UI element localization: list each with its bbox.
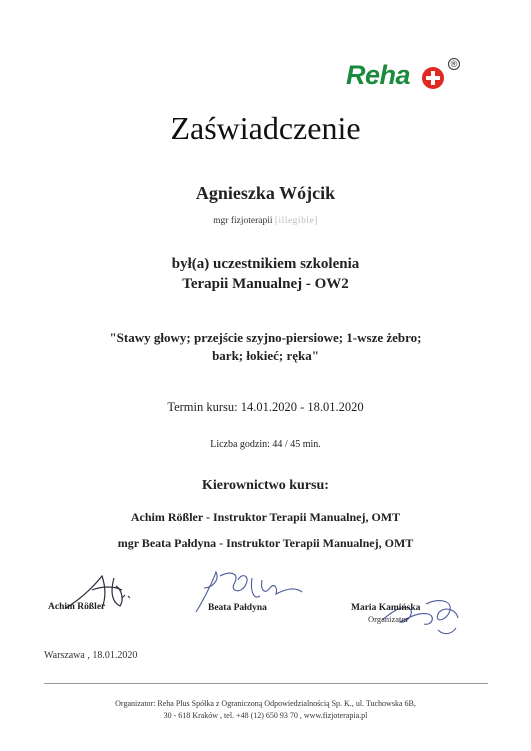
participation-line-2: Terapii Manualnej - OW2 — [182, 276, 349, 292]
degree-text: mgr fizjoterapii — [213, 216, 273, 226]
course-topic-line-1: "Stawy głowy; przejście szyjno-piersiowe; 1-wsze żebro; — [109, 330, 422, 345]
registered-mark: ® — [448, 58, 460, 70]
leadership-heading: Kierownictwo kursu: — [202, 478, 329, 493]
leader-2: mgr Beata Pałdyna - Instruktor Terapii Manualnej, OMT — [117, 536, 414, 550]
leader-1: Achim Rößler - Instruktor Terapii Manualnej, OMT — [130, 510, 401, 524]
participation-line-1: był(a) uczestnikiem szkolenia — [171, 256, 360, 272]
plus-cross-icon — [422, 67, 444, 89]
place-and-date: Warszawa , 18.01.2020 — [44, 650, 138, 661]
signature-2-name: Beata Pałdyna — [208, 603, 267, 613]
degree-blurred-text: [illegible] — [274, 216, 318, 226]
footer-line-1: Organizator: Reha Plus Spółka z Ograniczoną Odpowiedzialnością Sp. K., ul. Tuchowska 6B, — [115, 699, 416, 708]
signature-3-role: Organizator — [368, 614, 409, 624]
signature-3-name: Maria Kamińska — [351, 603, 421, 613]
logo-brand-text: Reha — [346, 60, 411, 90]
recipient-degree — [0, 216, 531, 226]
footer-line-2: 30 - 618 Kraków , tel. +48 (12) 650 93 70 , www.fizjoterapia.pl — [163, 711, 368, 720]
signature-1-name: Achim Rößler — [48, 602, 106, 612]
footer-divider — [44, 683, 488, 684]
certificate-title: Zaświadczenie — [170, 110, 361, 146]
course-term: Termin kursu: 14.01.2020 - 18.01.2020 — [167, 400, 364, 414]
course-hours: Liczba godzin: 44 / 45 min. — [210, 439, 321, 450]
course-topic-line-2: bark; łokieć; ręka" — [212, 348, 319, 363]
recipient-name: Agnieszka Wójcik — [195, 183, 336, 203]
